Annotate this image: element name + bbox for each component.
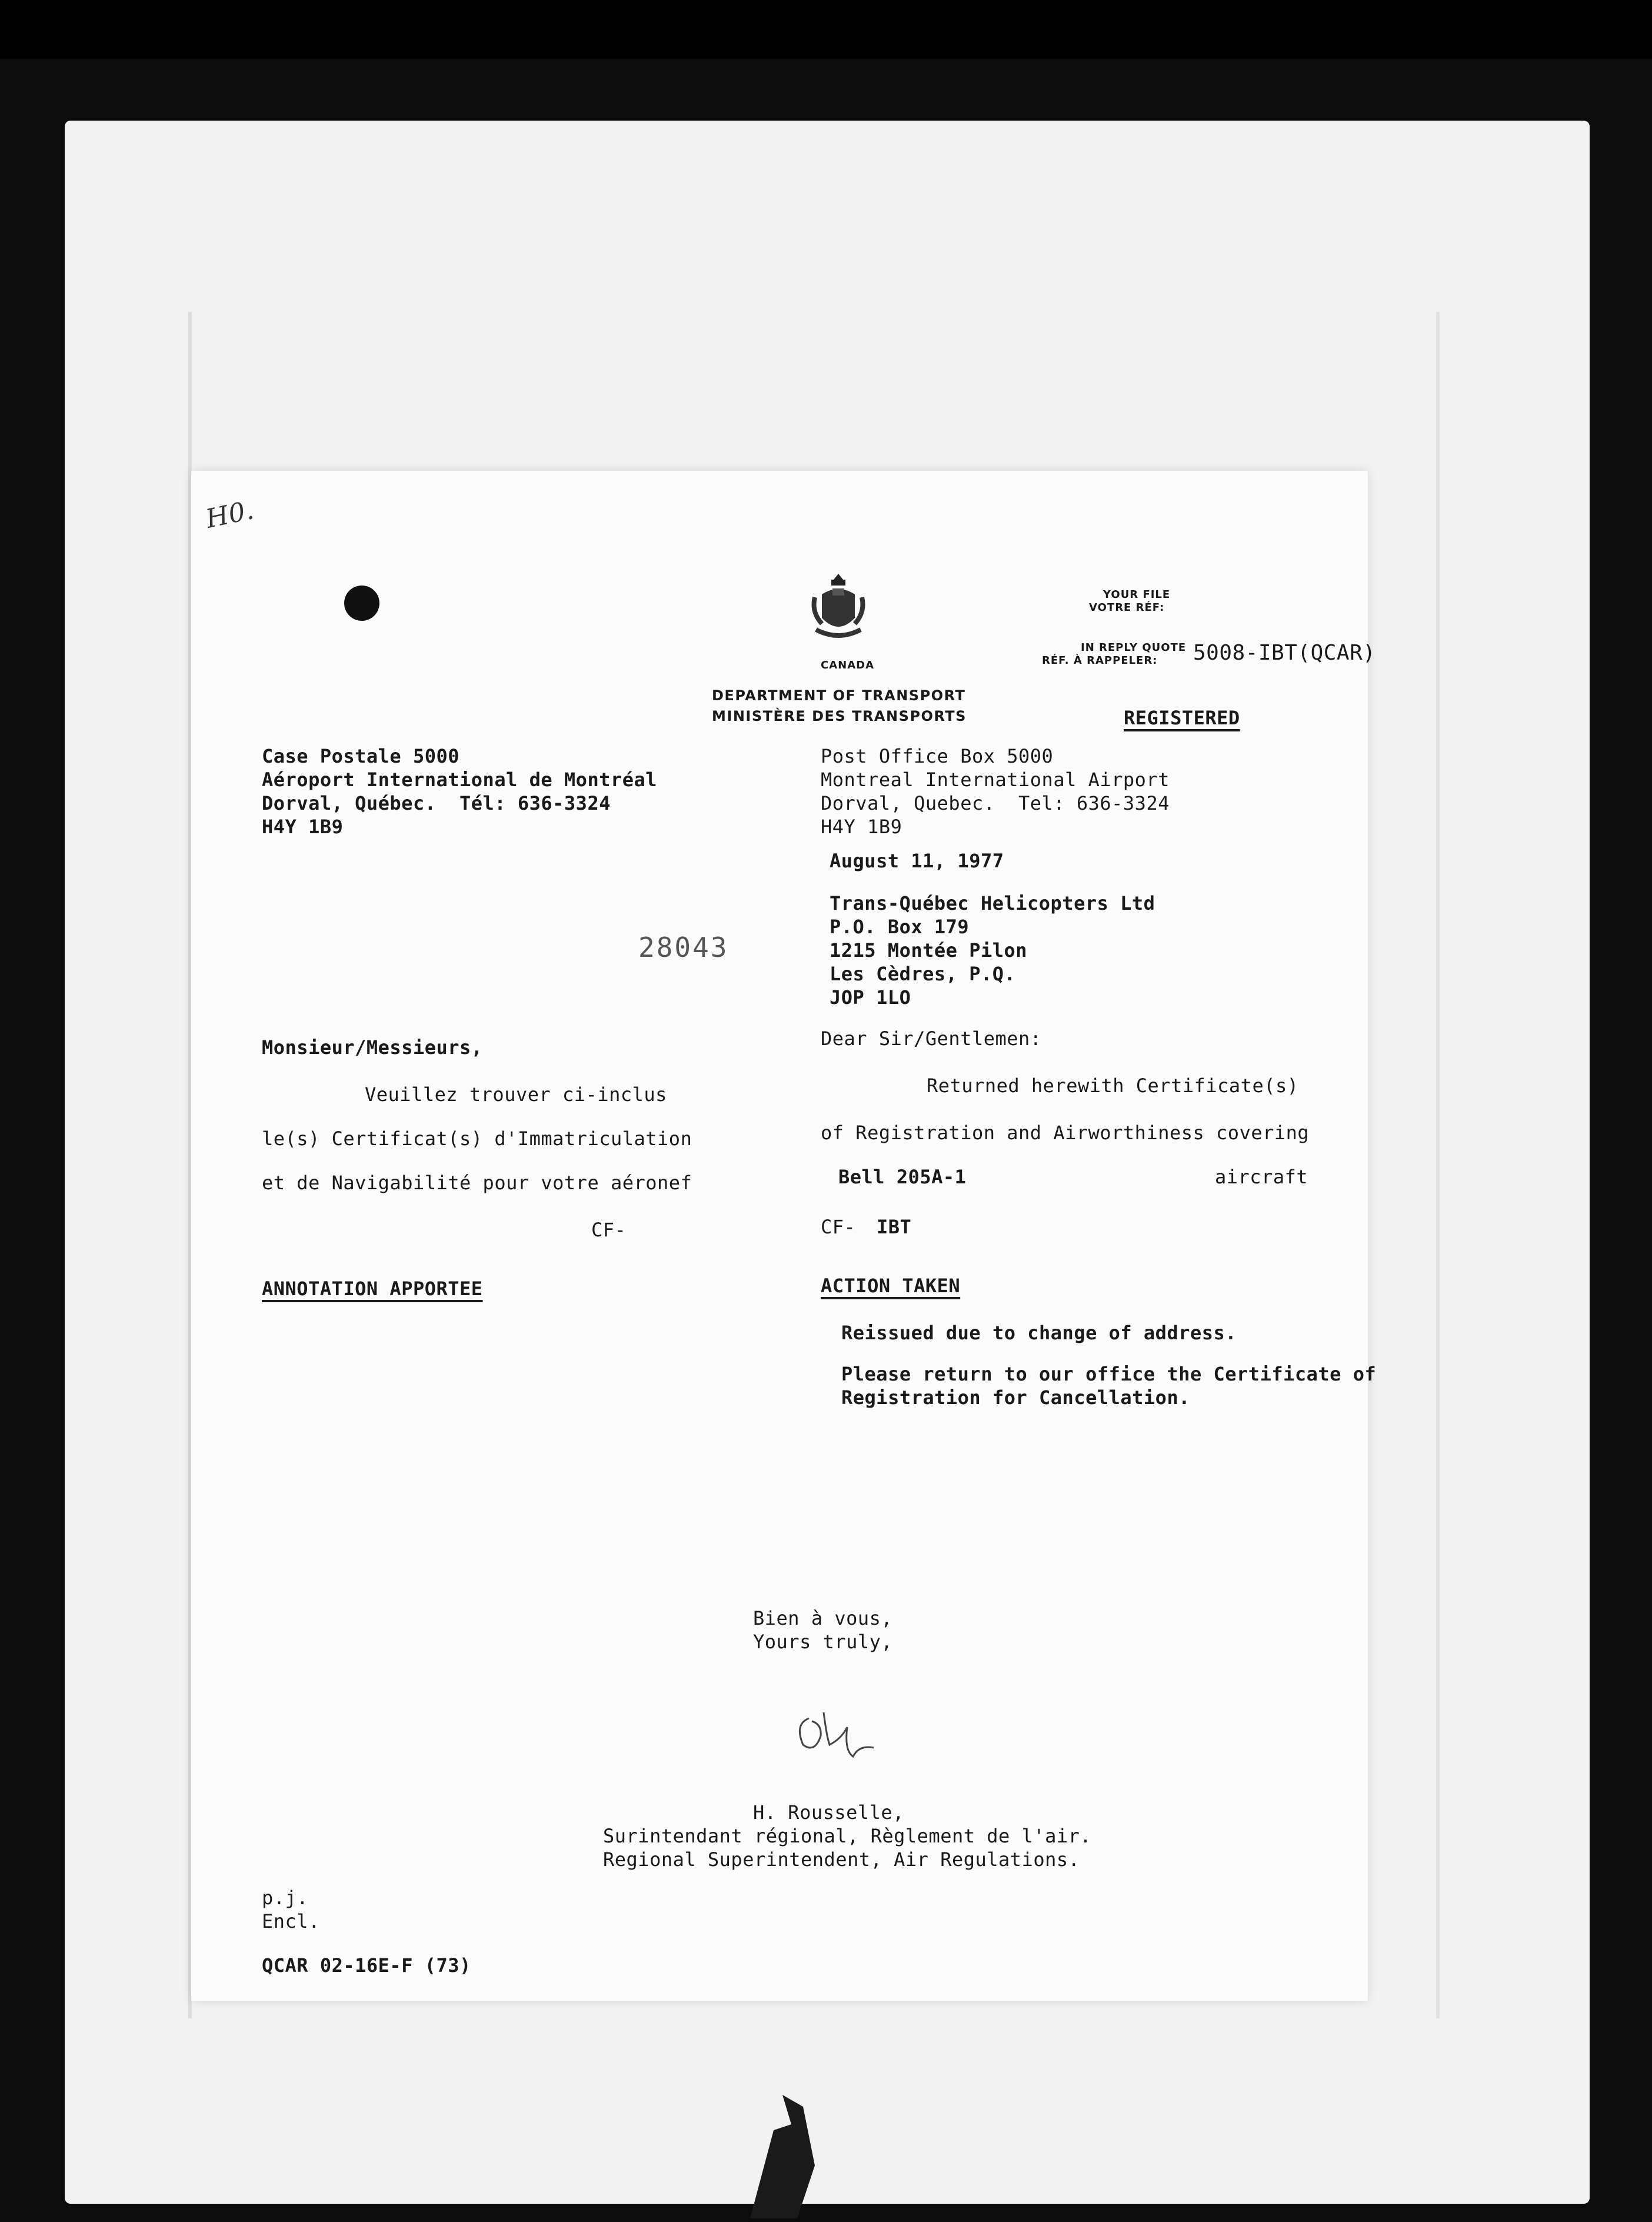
letter-sheet <box>191 471 1377 2001</box>
address-en-line4: H4Y 1B9 <box>821 816 902 838</box>
aircraft-model: Bell 205A-1 <box>838 1166 967 1188</box>
registered-mark: REGISTERED <box>1124 707 1240 729</box>
punch-hole <box>344 586 379 621</box>
your-file-label-fr: VOTRE RÉF: <box>1089 601 1165 614</box>
enclosure-en: Encl. <box>262 1910 320 1932</box>
tape-fragment <box>727 2083 844 2218</box>
reply-quote-reference: 5008-IBT(QCAR) <box>1193 641 1376 665</box>
body-en-line1: Returned herewith Certificate(s) <box>927 1075 1299 1097</box>
annotation-heading-fr: ANNOTATION APPORTEE <box>262 1278 483 1300</box>
action-line3: Registration for Cancellation. <box>841 1386 1190 1409</box>
address-fr-line1: Case Postale 5000 <box>262 745 460 767</box>
closing-fr: Bien à vous, <box>753 1607 893 1629</box>
recipient-line1: Trans-Québec Helicopters Ltd <box>830 892 1155 914</box>
recipient-line5: JOP 1LO <box>830 986 911 1009</box>
address-fr-line3: Dorval, Québec. Tél: 636-3324 <box>262 792 611 814</box>
address-en-line3: Dorval, Quebec. Tel: 636-3324 <box>821 792 1170 814</box>
scan-border-top <box>0 0 1652 59</box>
crest-caption: CANADA <box>821 659 875 671</box>
form-code: QCAR 02-16E-F (73) <box>262 1954 471 1977</box>
letter-date: August 11, 1977 <box>830 850 1004 872</box>
your-file-label-en: YOUR FILE <box>1103 588 1171 601</box>
address-fr-line2: Aéroport International de Montréal <box>262 769 658 791</box>
address-en-line2: Montreal International Airport <box>821 769 1170 791</box>
recipient-line3: 1215 Montée Pilon <box>830 939 1028 962</box>
reply-quote-label-fr: RÉF. À RAPPELER: <box>1042 654 1158 667</box>
registration-prefix-fr: CF- <box>591 1219 627 1241</box>
signatory-title-fr: Surintendant régional, Règlement de l'air. <box>603 1825 1092 1847</box>
address-fr-line4: H4Y 1B9 <box>262 816 344 838</box>
body-fr-line3: et de Navigabilité pour votre aéronef <box>262 1172 692 1194</box>
body-fr-line2: le(s) Certificat(s) d'Immatriculation <box>262 1127 692 1150</box>
canada-coat-of-arms-icon <box>809 571 868 653</box>
body-en-line2: of Registration and Airworthiness covering <box>821 1122 1310 1144</box>
handwritten-signature <box>791 1707 880 1759</box>
salutation-fr: Monsieur/Messieurs, <box>262 1036 483 1059</box>
recipient-line4: Les Cèdres, P.Q. <box>830 963 1016 985</box>
registration-suffix: IBT <box>877 1216 912 1238</box>
body-fr-line1: Veuillez trouver ci-inclus <box>365 1083 667 1106</box>
department-name-en: DEPARTMENT OF TRANSPORT <box>712 687 966 704</box>
action-line2: Please return to our office the Certificate of <box>841 1363 1377 1385</box>
margin-handwritten-note: H0. <box>203 495 257 534</box>
action-heading-en: ACTION TAKEN <box>821 1275 961 1297</box>
address-en-line1: Post Office Box 5000 <box>821 745 1054 767</box>
file-stamp-number: 28043 <box>638 932 729 963</box>
salutation-en: Dear Sir/Gentlemen: <box>821 1027 1042 1050</box>
closing-en: Yours truly, <box>753 1631 893 1653</box>
reply-quote-label-en: IN REPLY QUOTE <box>1081 641 1187 654</box>
signatory-name: H. Rousselle, <box>753 1801 904 1824</box>
action-line1: Reissued due to change of address. <box>841 1322 1237 1344</box>
aircraft-word: aircraft <box>1215 1166 1308 1188</box>
signatory-title-en: Regional Superintendent, Air Regulations. <box>603 1848 1080 1871</box>
department-name-fr: MINISTÈRE DES TRANSPORTS <box>712 708 967 724</box>
registration-prefix-en: CF- <box>821 1216 856 1238</box>
enclosure-fr: p.j. <box>262 1887 309 1909</box>
recipient-line2: P.O. Box 179 <box>830 916 970 938</box>
